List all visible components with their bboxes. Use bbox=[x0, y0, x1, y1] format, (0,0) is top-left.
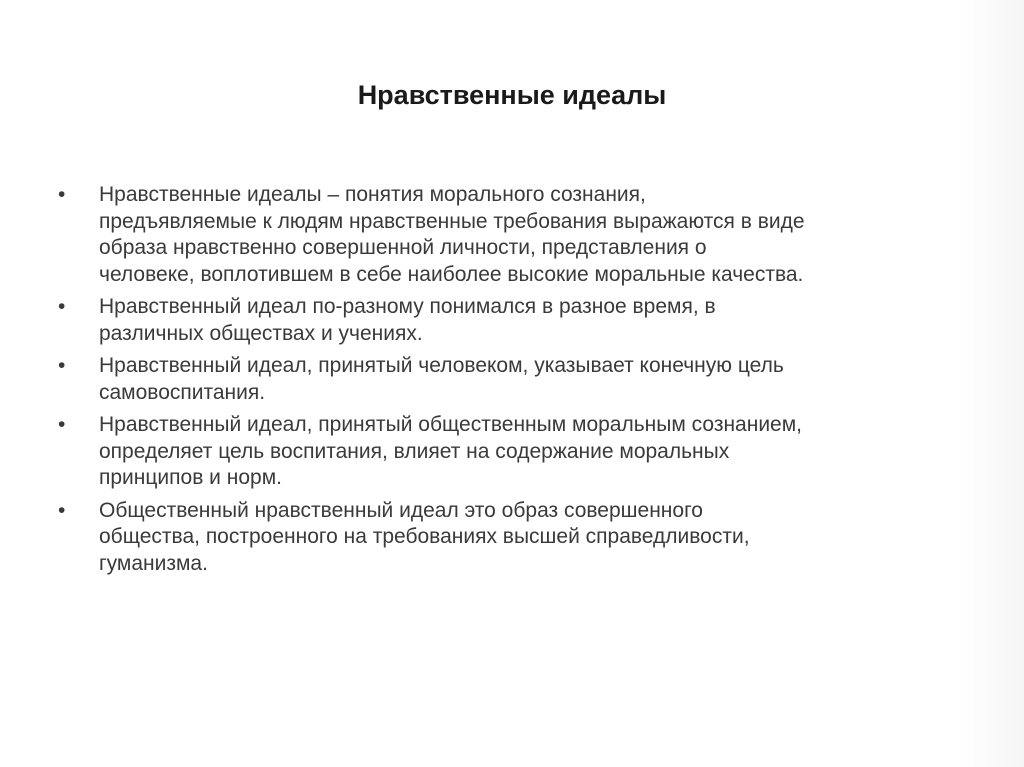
bullet-item-2 bbox=[58, 294, 978, 347]
bullet-text: Нравственный идеал, принятый человеком, указывает конечную цель самовоспитания. bbox=[99, 354, 784, 404]
bullet-item-3 bbox=[58, 353, 978, 406]
bullet-item-4 bbox=[58, 412, 978, 492]
bullet-marker: • bbox=[58, 295, 66, 318]
bullet-text: Общественный нравственный идеал это образ совершенного общества, построенного на требованиях высшей справедливости, гуманизма. bbox=[99, 498, 750, 575]
bullet-marker: • bbox=[58, 183, 66, 206]
bullet-marker: • bbox=[58, 413, 66, 436]
bullet-list bbox=[58, 182, 978, 583]
bullet-item-5 bbox=[58, 498, 978, 578]
bullet-text: Нравственные идеалы – понятия морального сознания, предъявляемые к людям нравственные требования выражаются в виде образа нравственно совершенной личности, представления о человеке, воплотившем в себе наиболее высокие моральные качества. bbox=[99, 183, 805, 286]
bullet-marker: • bbox=[58, 354, 66, 377]
bullet-marker: • bbox=[58, 498, 66, 522]
bullet-item-1 bbox=[58, 182, 978, 288]
bullet-text: Нравственный идеал, принятый общественным моральным сознанием, определяет цель воспитания, влияет на содержание моральных принципов и норм. bbox=[99, 413, 803, 489]
bullet-text: Нравственный идеал по-разному понимался в разное время, в различных обществах и учениях. bbox=[99, 295, 716, 345]
slide-title: Нравственные идеалы bbox=[357, 80, 667, 110]
